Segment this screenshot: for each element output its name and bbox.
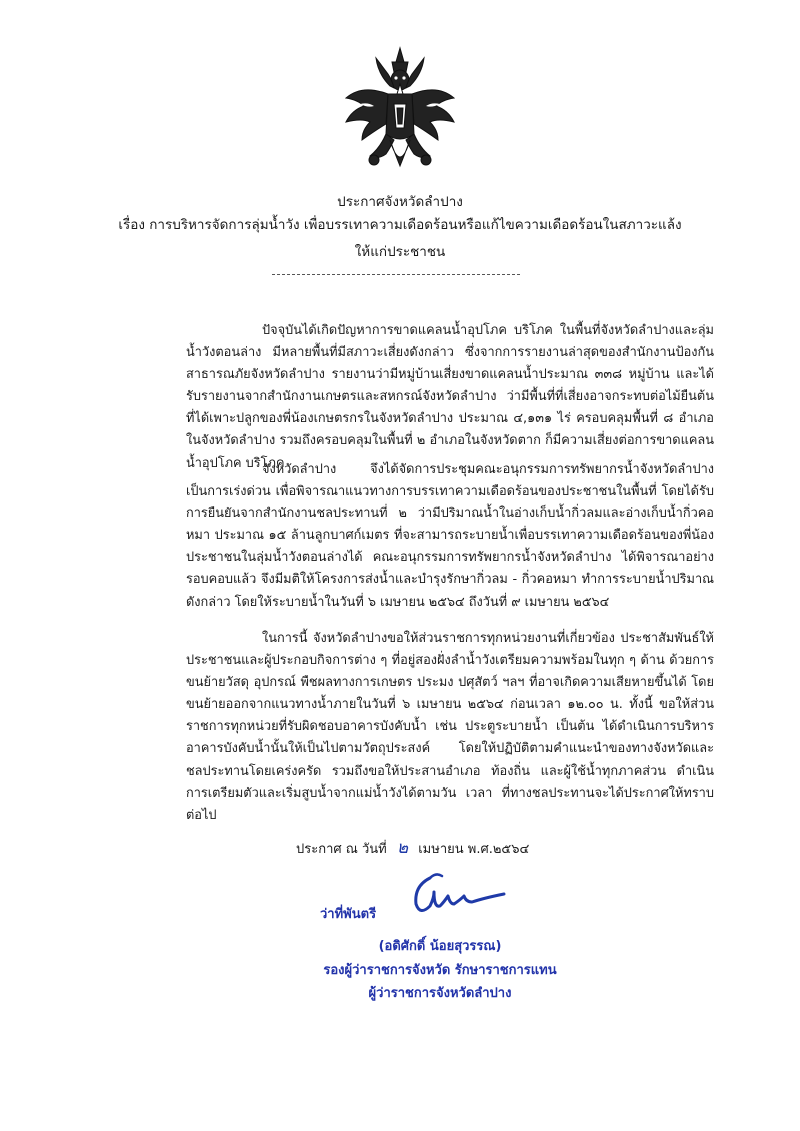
announcement-month-year: เมษายน พ.ศ.๒๕๖๔ <box>418 842 530 857</box>
dashed-divider <box>272 274 520 275</box>
body-paragraph: จังหวัดลำปาง จึงได้จัดการประชุมคณะอนุกรรมการทรัพยากรน้ำจังหวัดลำปาง เป็นการเร่งด่วน เพื่อพิจารณาแนวทางการบรรเทาความเดือดร้อนของประชาชนในพื้นที่ โดยได้รับการยืนยันจากสำนักงานชลประทานที่ ๒ ว่ามีปริมาณน้ำในอ่างเก็บน้ำกิ่วลมและอ่างเก็บน้ำกิ่วคอหมา ประมาณ ๑๕ ล้านลูกบาศก์เมตร ที่จะสามารถระบายน้ำเพื่อบรรเทาความเดือดร้อนของพี่น้องประชาชนในลุ่มน้ำวังตอนล่างได้ คณะอนุกรรมการทรัพยากรน้ำจังหวัดลำปาง ได้พิจารณาอย่างรอบคอบแล้ว จึงมีมติให้โครงการส่งน้ำและบำรุงรักษากิ่วลม - กิ่วคอหมา ทำการระบายน้ำปริมาณดังกล่าว โดยให้ระบายน้ำในวันที่ ๖ เมษายน ๒๕๖๔ ถึงวันที่ ๙ เมษายน ๒๕๖๔ <box>186 462 714 610</box>
handwritten-signature <box>400 866 510 926</box>
subject-line: เรื่อง การบริหารจัดการลุ่มน้ำวัง เพื่อบรรเทาความเดือดร้อนหรือแก้ไขความเดือดร้อนในสภาวะแล้ง <box>118 217 682 233</box>
signatory-position-title: ผู้ว่าราชการจังหวัดลำปาง <box>368 986 512 1001</box>
body-paragraph: ในการนี้ จังหวัดลำปางขอให้ส่วนราชการทุกหน่วยงานที่เกี่ยวข้อง ประชาสัมพันธ์ให้ประชาชนและผู้ประกอบกิจการต่าง ๆ ที่อยู่สองฝั่งลำน้ำวังเตรียมความพร้อมในทุก ๆ ด้าน ด้วยการขนย้ายวัสดุ อุปกรณ์ พืชผลทางการเกษตร ประมง ปศุสัตว์ ฯลฯ ที่อาจเกิดความเสียหายขึ้นได้ โดยขนย้ายออกจากแนวทางน้ำภายในวันที่ ๖ เมษายน ๒๕๖๔ ก่อนเวลา ๑๒.๐๐ น. ทั้งนี้ ขอให้ส่วนราชการทุกหน่วยที่รับผิดชอบอาคารบังคับน้ำ เช่น ประตูระบายน้ำ เป็นต้น ได้ดำเนินการบริหารอาคารบังคับน้ำนั้นให้เป็นไปตามวัตถุประสงค์ โดยให้ปฏิบัติตามคำแนะนำของทางจังหวัดและชลประทานโดยเคร่งครัด รวมถึงขอให้ประสานอำเภอ ท้องถิ่น และผู้ใช้น้ำทุกภาคส่วน ดำเนินการเตรียมตัวและเริ่มสูบน้ำจากแม่น้ำวังได้ตามวัน เวลา ที่ทางชลประทานจะได้ประกาศให้ทราบต่อไป <box>186 631 714 823</box>
subject-line-continued: ให้แก่ประชาชน <box>354 244 446 260</box>
signatory-name: (อดิศักดิ์ น้อยสุวรรณ) <box>378 939 502 954</box>
garuda-emblem <box>340 44 460 184</box>
signatory-rank: ว่าที่พันตรี <box>320 907 377 922</box>
signatory-position: รองผู้ว่าราชการจังหวัด รักษาราชการแทน <box>323 963 557 978</box>
proclamation-title: ประกาศจังหวัดลำปาง <box>337 194 463 210</box>
announcement-prefix: ประกาศ ณ วันที่ <box>296 842 387 857</box>
announcement-day: ๒ <box>396 838 409 858</box>
body-paragraph: ปัจจุบันได้เกิดปัญหาการขาดแคลนน้ำอุปโภค บริโภค ในพื้นที่จังหวัดลำปางและลุ่มน้ำวังตอนล่าง มีหลายพื้นที่มีสภาวะเสี่ยงดังกล่าว ซึ่งจากการรายงานล่าสุดของสำนักงานป้องกันสาธารณภัยจังหวัดลำปาง รายงานว่ามีหมู่บ้านเสี่ยงขาดแคลนน้ำประมาณ ๓๓๘ หมู่บ้าน และได้รับรายงานจากสำนักงานเกษตรและสหกรณ์จังหวัดลำปาง ว่ามีพื้นที่ที่เสี่ยงอาจกระทบต่อไม้ยืนต้นที่ได้เพาะปลูกของพี่น้องเกษตรกรในจังหวัดลำปาง ประมาณ ๔,๑๓๑ ไร่ ครอบคลุมพื้นที่ ๘ อำเภอในจังหวัดลำปาง รวมถึงครอบคลุมในพื้นที่ ๒ อำเภอในจังหวัดตาก ก็มีความเสี่ยงต่อการขาดแคลนน้ำอุปโภค บริโภค <box>186 323 714 471</box>
announcement-date <box>296 834 529 861</box>
